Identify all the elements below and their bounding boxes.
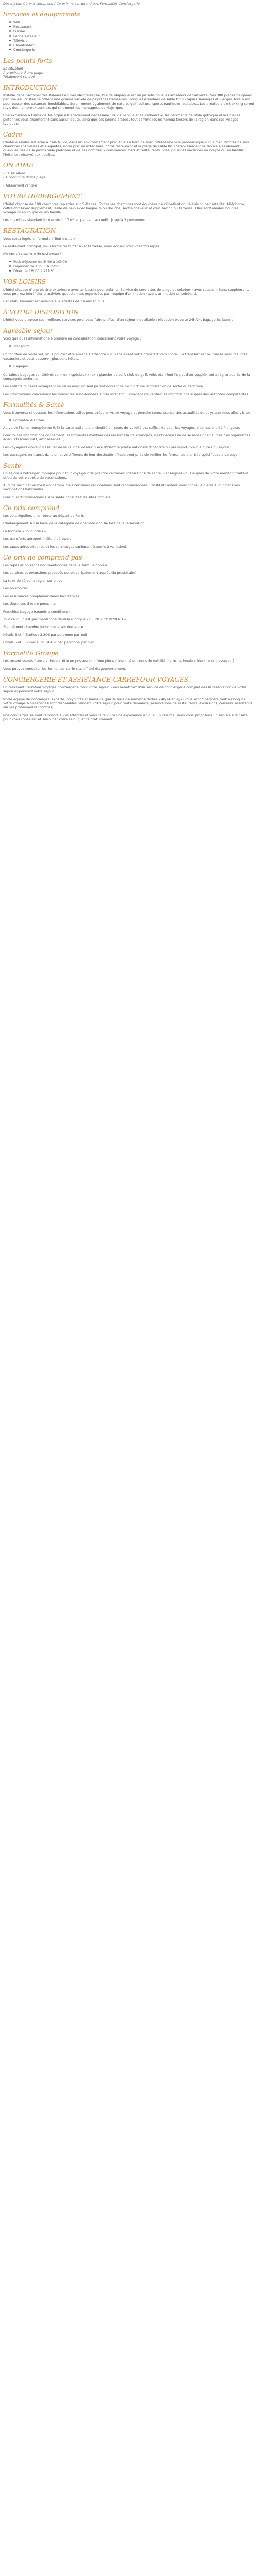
ne-comprend-p9: Supplément chambre individuelle sur demande — [3, 625, 83, 629]
formalites-p5: Les passagers en transit dans un pays différent de leur destination finale sont priés de vérifier les formalités d'entrée spécifiques à ce pays. — [3, 453, 239, 457]
ne-comprend-p8: Tout ce qui n'est pas mentionné dans la rubrique « CE PRIX COMPREND » — [3, 617, 126, 621]
restauration-title: RESTAURATION — [3, 227, 56, 234]
formalites-list — [3, 418, 255, 422]
introduction-p1: Installé dans l'archipel des Baléares en mer Méditerranée, l'île de Majorque est un paradis pour les amateurs de farniente. Ses 300 plages baignées par une eau cristalline offrent une grande variété de paysages balnéaires : longues étendues de sable fin ou tapies sauvages et vierges, tout y est pour passer des vacances inoubliables. Sereinement également de nature, golf, culture, sports nautiques, balades... Les amateurs de trekking seront ravis des nombreux sentiers qui sillonnent les montagnes de Majorque. — [3, 93, 254, 110]
service-item: Télévision — [9, 39, 255, 43]
ne-comprend-p3: La taxe de séjour à régler sur place — [3, 579, 63, 583]
restauration-p3: Heures d'ouverture du restaurant* : — [3, 252, 63, 256]
programme-list-2 — [3, 364, 255, 368]
programme-p2: En fonction de votre vol, vous pourrez être amené à attendre sur place avant votre transfert vers l'hôtel. Le transfert est mutualisé avec d'autres vacanciers et peut desservir plusieurs hôtels. — [3, 352, 248, 361]
service-item: Pêche extérieur — [9, 34, 255, 38]
on-aime-line: - Sa situation — [3, 171, 25, 175]
hebergement-p2: Les chambres standard font environ 17 m² et peuvent accueillir jusqu'à 3 personnes. — [3, 218, 146, 222]
formalites-p3: Pour toutes informations concernant les formalités d'entrée des ressortissants étrangers, il est nécessaire de se renseigner auprès des organismes adéquats (consulats, ambassades...). — [3, 433, 250, 442]
service-item: Climatisation — [9, 43, 255, 47]
ne-comprend-p10: Hôtels 3 et 4 Étoiles : 3.30€ par personne par nuit — [3, 633, 88, 637]
prix-comprend-p3: La formule « Tout inclus » — [3, 529, 46, 533]
hours-item: Déjeuner de 13h00 à 15h00 — [9, 264, 255, 268]
programme-p3: Certaines bagages considérés comme « spéciaux » (ex : planche de surf, club de golf, vélo, etc.) font l'objet d'un supplément à régler auprès de la compagnie aérienne. — [3, 372, 250, 381]
sante-p2: Aucune vaccination n'est obligatoire mais certaines vaccinations sont recommandées. L'Institut Pasteur vous conseille d'être à jour dans vos vaccinations habituelles. — [3, 483, 240, 492]
programme-p1: Voici quelques informations à prendre en considération concernant votre voyage : — [3, 336, 141, 341]
programme-item: Transport — [9, 344, 255, 348]
points-line: A proximité d'une plage — [3, 71, 43, 75]
introduction-p2: Une excursion à Palma de Majorque est absolument nécessaire : la vieille ville et sa cathédrale, les bâtiments de style gothique et les ruelles piétonnes vous charmeront sans aucun doute, ainsi que ses jardins arabes, tout comme les nombreux trésors de la région dans ces villages typiques. — [3, 113, 241, 126]
sante-title: Santé — [3, 462, 22, 469]
ne-comprend-p4: Les pourboires — [3, 586, 28, 590]
ne-comprend-p5: Les assurances complémentaires facultatives — [3, 594, 80, 598]
ne-comprend-p1: Les repas et boissons non mentionnés dans la formule choisie — [3, 563, 107, 567]
formalites-p2: Au vu de l'Union européenne (UE) la carte nationale d'identité en cours de validité est suffisante pour les voyageurs de nationalité française. — [3, 426, 240, 430]
restauration-p2: Le restaurant principal, sous forme de buffet avec terrasse, vous accueil pour vos trois repas. — [3, 244, 160, 248]
service-item: Wifi — [9, 20, 255, 24]
cadre-title: Cadre — [3, 131, 22, 138]
services-list — [3, 20, 255, 52]
loisirs-title: VOS LOISIRS — [3, 278, 46, 285]
on-aime-line: - Totalement rénové — [3, 183, 37, 188]
intro-text: Description Ce prix comprend / Ce prix ne comprend pas Formalités Conciergerie — [3, 2, 140, 6]
loisirs-p2: Cet établissement est réservé aux adultes de 16 ans et plus. — [3, 299, 106, 303]
points-line: Totalement rénové — [3, 75, 35, 79]
loisirs-p1: L'hôtel dispose d'une piscine extérieure avec un bassin pour enfants. Service de serviettes de plage et solarium (avec caution). Sans supplément, vous pourrez bénéficier d'activités quotidiennes organisées par l'équipe d'animation (sport, animation en soirée...). — [3, 287, 249, 296]
hours-list — [3, 260, 255, 273]
conciergerie-title: CONCIERGERIE ET ASSISTANCE CARREFOUR VOYAGES — [3, 676, 188, 683]
service-item: Conciergerie — [9, 48, 255, 52]
formalite-groupe-p1: Les ressortissants français doivent être en possession d'une pièce d'identité en cours de validité (carte nationale d'identité ou passeport). — [3, 659, 236, 663]
restauration-p1: Vous serez logés en formule « Tout inclus » — [3, 236, 76, 241]
formalites-item: Formalité d'entrée — [9, 418, 255, 422]
conciergerie-p1: En réservant Carrefour Voyages Conciergerie pour votre séjour, vous bénéficiez d'un service de conciergerie complet dès la réservation de votre séjour et pendant votre séjour. — [3, 685, 247, 693]
conciergerie-p3: Nos concierges sauront répondre à vos attentes et vous faire vivre une expérience unique. En résumé, nous vous proposons un service à la carte pour vous conseiller et simplifier votre séjour, et ce gratuitement. — [3, 713, 248, 721]
formalites-p1: Vous trouverez ci-dessous les informations utiles pour préparer votre voyage et prendre connaissance des actualités du pays que vous allez visiter. — [3, 411, 251, 415]
points-text — [3, 66, 255, 79]
prix-comprend-p4: Les transferts aéroport / hôtel / aéroport — [3, 537, 71, 541]
service-item: Piscine — [9, 29, 255, 33]
formalites-p4: Les voyageurs doivent s'assurer de la validité de leur pièce d'identité (carte nationale d'identité ou passeport) pour la durée du séjour. — [3, 445, 230, 449]
prix-comprend-p1: Les vols réguliers aller-retour au départ de Paris — [3, 514, 84, 518]
conciergerie-p2: Notre équipe de concierges, experte, polyglotte et humaine (par le biais de numéros dédiés 24h/24 et 7j/7) vous accompagnera tout au long de votre voyage. Nos services sont disponibles pendant votre séjour pour toute demande (réservations de restaurants, excursions, conseils, assistance sur les problèmes rencontrés). — [3, 697, 253, 709]
prix-comprend-p5: Les taxes aéroportuaires et les surcharges carburant (soumis à variation). — [3, 545, 127, 549]
on-aime-text — [3, 171, 255, 188]
on-aime-title: ON AIME — [3, 162, 34, 169]
programme-item: Bagages — [9, 364, 255, 368]
hebergement-p1: L'hôtel dispose de 189 chambres réparties sur 5 étages. Toutes les chambres sont équipées de climatisation, télévision par satellite, téléphone, coffre-fort (avec supplément), salle de bain avec baignoire ou douche, sèche-cheveux et d'un balcon ou terrasse. Elles sont idéales pour les voyageurs en couple ou en famille. — [3, 202, 245, 214]
programme-title: Agréable séjour — [3, 327, 53, 334]
service-item: Restaurant — [9, 25, 255, 29]
services-title: Services et équipements — [3, 11, 80, 18]
formalite-groupe-title: Formalité Groupe — [3, 650, 59, 657]
formalites-title: Formalités & Santé — [3, 401, 64, 409]
prix-comprend-p2: L'hébergement sur la base de la catégorie de chambre choisie lors de la réservation — [3, 521, 145, 526]
hebergement-title: VOTRE HÉBERGEMENT — [3, 193, 82, 200]
prix-ne-comprend-title: Ce prix ne comprend pas — [3, 554, 82, 561]
on-aime-line: - A proximité d'une plage — [3, 175, 46, 179]
ne-comprend-p2: Les services et excursions proposés sur place (paiement auprès du prestataire) — [3, 571, 137, 575]
points-line: Sa situation — [3, 66, 23, 71]
ne-comprend-p6: Les dépenses d'ordre personnel — [3, 602, 57, 606]
voyage-p2: Les informations concernant les formalités sont données à titre indicatif. Il convient de vérifier les informations auprès des autorités compétentes. — [3, 392, 249, 396]
ne-comprend-p7: Franchise bagage (soumis à conditions) — [3, 609, 70, 614]
voyage-p1: Les enfants mineurs voyageant seuls ou avec un seul parent doivent se munir d'une autorisation de sortie du territoire. — [3, 384, 204, 388]
sante-p1: Un séjour à l'étranger implique pour tout voyageur de prendre certaines précautions de santé. Renseignez-vous auprès de votre médecin traitant et/ou de votre centre de vaccinations. — [3, 471, 248, 480]
hours-item: Dîner de 18h00 à 21h30 — [9, 269, 255, 273]
prix-comprend-title: Ce prix comprend — [3, 504, 60, 512]
ne-comprend-p11: Hôtels 5 et 5 Supérieurs : 4.40€ par personne par nuit — [3, 640, 94, 645]
disposition-p1: L'hôtel vous propose ses meilleurs services pour vous faire profiter d'un séjour inoubliable : réception ouverte 24h/24, bagagerie, laverie. — [3, 318, 235, 322]
cadre-text: L'hôtel 4 étoiles est situé à Cala Millor, dans un environnement privilégié en bord de mer, offrant une vue panoramique sur la mer. Profitez de nos chambres spacieuses et élégantes, notre piscine extérieure, notre restaurant et la plage de sable fin. L'établissement se trouve à seulement quelques pas de la promenade piétonne et de ses nombreux commerces, bars et restaurants. Idéal pour des vacances en couple ou en famille, l'hôtel est réservé aux adultes. — [3, 140, 249, 157]
sante-p3: Pour plus d'informations sur la santé consultez les sites officiels. — [3, 495, 111, 499]
hours-item: Petit-déjeuner de 8h00 à 10h00 — [9, 260, 255, 264]
programme-list — [3, 344, 255, 348]
points-title: Les points forts — [3, 57, 52, 64]
formalite-groupe-p2: Vous pouvez consulter les formalités sur le site officiel du gouvernement. — [3, 667, 126, 671]
introduction-title: INTRODUCTION — [3, 84, 57, 91]
page — [0, 0, 258, 721]
disposition-title: À VOTRE DISPOSITION — [3, 309, 79, 316]
